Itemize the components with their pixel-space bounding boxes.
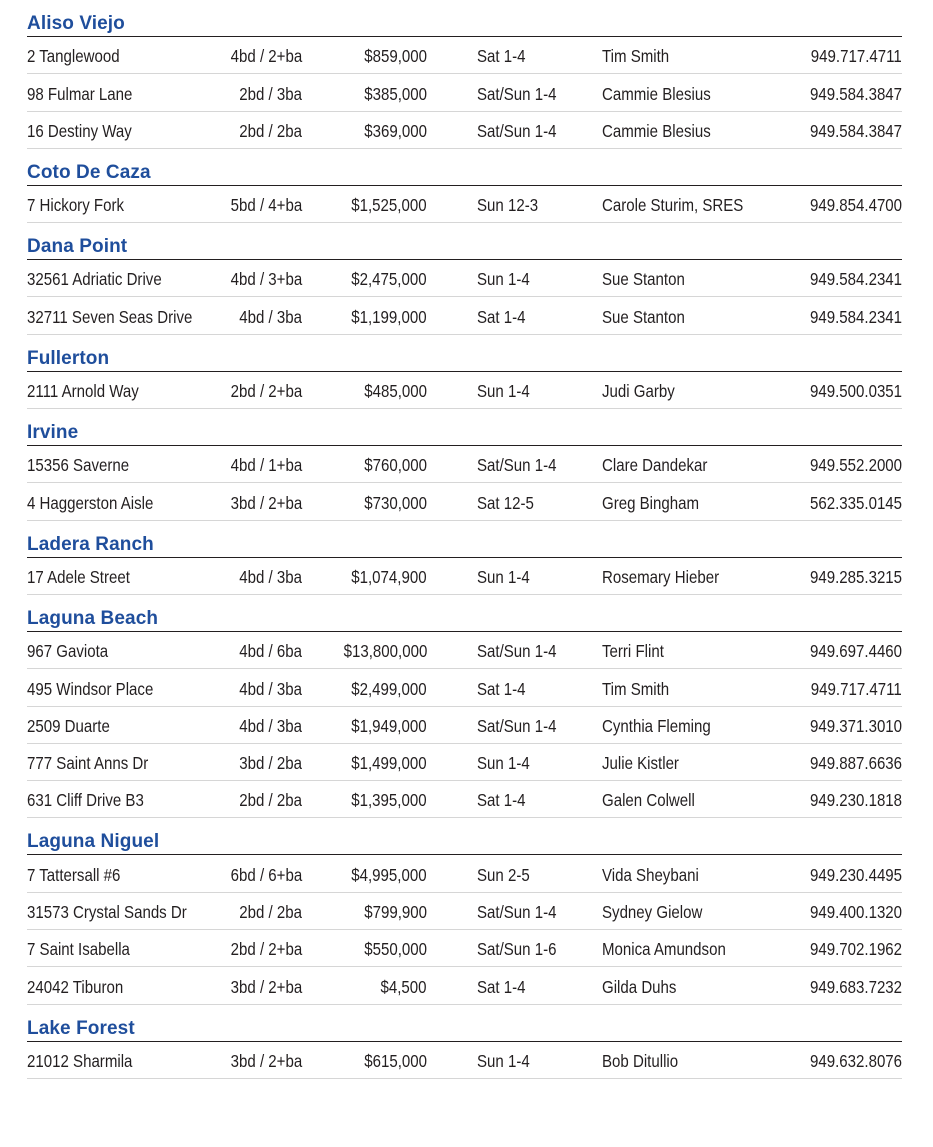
listing-agent: Vida Sheybani (602, 864, 699, 885)
listing-agent: Greg Bingham (602, 492, 700, 513)
listing-address: 777 Saint Anns Dr (27, 753, 149, 774)
city-header (27, 409, 902, 446)
listing-price: $1,074,900 (351, 566, 427, 587)
listing-address: 7 Saint Isabella (27, 939, 130, 960)
listing-address: 7 Hickory Fork (27, 195, 125, 216)
listing-row (27, 446, 902, 483)
listing-price: $799,900 (364, 902, 427, 923)
listing-open-house-time: Sun 2-5 (477, 864, 530, 885)
listing-agent: Sue Stanton (602, 306, 685, 327)
listing-address: 967 Gaviota (27, 641, 109, 662)
listing-open-house-time: Sun 1-4 (477, 753, 530, 774)
listing-open-house-time: Sat 1-4 (477, 790, 526, 811)
city-name: Fullerton (27, 347, 110, 369)
listing-open-house-time: Sat 1-4 (477, 306, 526, 327)
listing-price: $4,995,000 (351, 864, 427, 885)
listing-rows (27, 1042, 902, 1079)
listing-rows (27, 186, 902, 223)
listing-row (27, 707, 902, 744)
listing-open-house-time: Sun 1-4 (477, 269, 530, 290)
listing-address: 24042 Tiburon (27, 976, 124, 997)
city-name: Aliso Viejo (27, 13, 125, 34)
city-header (27, 1005, 902, 1042)
city-section (27, 409, 902, 521)
listing-price: $13,800,000 (343, 641, 427, 662)
listing-row (27, 967, 902, 1004)
listing-beds-baths: 2bd / 2ba (239, 790, 302, 811)
listing-beds-baths: 4bd / 3ba (239, 566, 302, 587)
listing-agent: Tim Smith (602, 678, 670, 699)
listing-row (27, 558, 902, 595)
listing-open-house-time: Sat 1-4 (477, 46, 526, 67)
listing-beds-baths: 3bd / 2+ba (230, 1050, 302, 1071)
listing-address: 495 Windsor Place (27, 678, 154, 699)
listing-row (27, 744, 902, 781)
listing-beds-baths: 4bd / 3ba (239, 715, 302, 736)
listing-agent: Cammie Blesius (602, 120, 711, 141)
listing-agent: Rosemary Hieber (602, 566, 720, 587)
listing-open-house-time: Sat/Sun 1-4 (477, 902, 557, 923)
listing-address: 32561 Adriatic Drive (27, 269, 162, 290)
listing-beds-baths: 6bd / 6+ba (230, 864, 302, 885)
listing-beds-baths: 5bd / 4+ba (230, 195, 302, 216)
listing-address: 16 Destiny Way (27, 120, 132, 141)
listing-phone: 949.230.4495 (809, 864, 902, 885)
listing-phone: 949.230.1818 (809, 790, 902, 811)
listing-open-house-time: Sun 1-4 (477, 566, 530, 587)
city-section (27, 0, 902, 149)
city-header (27, 521, 902, 558)
listing-phone: 949.717.4711 (811, 678, 902, 699)
listing-phone: 949.584.2341 (809, 269, 902, 290)
listing-agent: Judi Garby (602, 381, 675, 402)
listing-row (27, 893, 902, 930)
listing-open-house-time: Sat 1-4 (477, 678, 526, 699)
listing-row (27, 260, 902, 297)
listing-beds-baths: 4bd / 3ba (239, 678, 302, 699)
listing-beds-baths: 3bd / 2+ba (230, 976, 302, 997)
city-section (27, 149, 902, 223)
listing-price: $615,000 (364, 1050, 427, 1071)
city-name: Coto De Caza (27, 161, 151, 183)
listing-beds-baths: 2bd / 2+ba (230, 939, 302, 960)
city-header (27, 223, 902, 260)
listing-address: 631 Cliff Drive B3 (27, 790, 144, 811)
city-section (27, 335, 902, 409)
listing-price: $369,000 (364, 120, 427, 141)
listing-open-house-time: Sat/Sun 1-4 (477, 641, 557, 662)
listing-price: $760,000 (364, 455, 427, 476)
city-name: Lake Forest (27, 1017, 135, 1039)
listing-address: 2 Tanglewood (27, 46, 120, 67)
listing-address: 15356 Saverne (27, 455, 130, 476)
listing-open-house-time: Sat/Sun 1-4 (477, 455, 557, 476)
listing-phone: 949.584.3847 (809, 83, 902, 104)
city-section (27, 521, 902, 595)
listing-address: 4 Haggerston Aisle (27, 492, 154, 513)
listing-price: $2,475,000 (351, 269, 427, 290)
city-name: Laguna Niguel (27, 831, 160, 853)
listing-open-house-time: Sat/Sun 1-4 (477, 715, 557, 736)
listing-open-house-time: Sun 12-3 (477, 195, 539, 216)
listing-phone: 949.285.3215 (809, 566, 902, 587)
city-header (27, 595, 902, 632)
listing-open-house-time: Sun 1-4 (477, 1050, 530, 1071)
listing-beds-baths: 2bd / 2+ba (230, 381, 302, 402)
listing-agent: Sue Stanton (602, 269, 685, 290)
listing-rows (27, 855, 902, 1004)
listing-open-house-time: Sat 1-4 (477, 976, 526, 997)
listing-price: $485,000 (364, 381, 427, 402)
listing-phone: 949.683.7232 (809, 976, 902, 997)
listing-price: $550,000 (364, 939, 427, 960)
listing-rows (27, 37, 902, 149)
listing-beds-baths: 4bd / 3ba (239, 306, 302, 327)
listing-phone: 562.335.0145 (809, 492, 902, 513)
listing-price: $1,949,000 (351, 715, 427, 736)
listing-phone: 949.887.6636 (809, 753, 902, 774)
listing-phone: 949.552.2000 (809, 455, 902, 476)
listing-row (27, 372, 902, 409)
listing-rows (27, 558, 902, 595)
listing-beds-baths: 4bd / 3+ba (230, 269, 302, 290)
city-header (27, 335, 902, 372)
listing-phone: 949.584.3847 (809, 120, 902, 141)
listing-rows (27, 372, 902, 409)
listing-open-house-time: Sat/Sun 1-4 (477, 120, 557, 141)
listing-row (27, 1042, 902, 1079)
listing-beds-baths: 4bd / 6ba (239, 641, 302, 662)
listing-beds-baths: 3bd / 2ba (239, 753, 302, 774)
listing-address: 2509 Duarte (27, 715, 110, 736)
listing-phone: 949.697.4460 (809, 641, 902, 662)
open-house-listings (27, 0, 902, 1079)
listing-price: $730,000 (364, 492, 427, 513)
listing-agent: Sydney Gielow (602, 902, 703, 923)
listing-beds-baths: 3bd / 2+ba (230, 492, 302, 513)
listing-row (27, 186, 902, 223)
listing-open-house-time: Sun 1-4 (477, 381, 530, 402)
listing-agent: Bob Ditullio (602, 1050, 679, 1071)
listing-row (27, 74, 902, 111)
listing-phone: 949.500.0351 (809, 381, 902, 402)
listing-agent: Clare Dandekar (602, 455, 708, 476)
listing-open-house-time: Sat 12-5 (477, 492, 534, 513)
listing-address: 17 Adele Street (27, 566, 130, 587)
listing-phone: 949.400.1320 (809, 902, 902, 923)
listing-agent: Galen Colwell (602, 790, 695, 811)
listing-price: $2,499,000 (351, 678, 427, 699)
city-name: Ladera Ranch (27, 533, 154, 555)
listing-row (27, 483, 902, 520)
city-header (27, 818, 902, 855)
listing-agent: Terri Flint (602, 641, 664, 662)
listing-address: 32711 Seven Seas Drive (27, 306, 193, 327)
city-header (27, 0, 902, 37)
listing-phone: 949.702.1962 (809, 939, 902, 960)
city-section (27, 595, 902, 818)
city-section (27, 818, 902, 1004)
listing-address: 7 Tattersall #6 (27, 864, 121, 885)
listing-row (27, 930, 902, 967)
listing-agent: Cynthia Fleming (602, 715, 711, 736)
listing-agent: Julie Kistler (602, 753, 679, 774)
listing-row (27, 855, 902, 892)
listing-agent: Tim Smith (602, 46, 670, 67)
listing-beds-baths: 2bd / 3ba (239, 83, 302, 104)
listing-price: $1,525,000 (351, 195, 427, 216)
listing-phone: 949.854.4700 (809, 195, 902, 216)
listing-open-house-time: Sat/Sun 1-6 (477, 939, 557, 960)
listing-phone: 949.584.2341 (809, 306, 902, 327)
listing-address: 21012 Sharmila (27, 1050, 133, 1071)
listing-rows (27, 260, 902, 335)
listing-address: 2111 Arnold Way (27, 381, 139, 402)
listing-agent: Cammie Blesius (602, 83, 711, 104)
listing-address: 98 Fulmar Lane (27, 83, 133, 104)
listing-rows (27, 632, 902, 818)
listing-address: 31573 Crystal Sands Dr (27, 902, 187, 923)
listing-beds-baths: 4bd / 1+ba (230, 455, 302, 476)
listing-agent: Carole Sturim, SRES (602, 195, 744, 216)
listing-phone: 949.632.8076 (809, 1050, 902, 1071)
listing-price: $4,500 (380, 976, 427, 997)
listing-rows (27, 446, 902, 521)
listing-row (27, 669, 902, 706)
listing-row (27, 297, 902, 334)
listing-open-house-time: Sat/Sun 1-4 (477, 83, 557, 104)
listing-phone: 949.371.3010 (809, 715, 902, 736)
city-section (27, 223, 902, 335)
listing-agent: Monica Amundson (602, 939, 726, 960)
city-header (27, 149, 902, 186)
listing-price: $1,499,000 (351, 753, 427, 774)
listing-beds-baths: 2bd / 2ba (239, 902, 302, 923)
listing-row (27, 632, 902, 669)
listing-price: $1,395,000 (351, 790, 427, 811)
city-name: Dana Point (27, 236, 128, 258)
city-section (27, 1005, 902, 1079)
listing-row (27, 37, 902, 74)
listing-row (27, 781, 902, 818)
listing-price: $1,199,000 (351, 306, 427, 327)
listing-price: $385,000 (364, 83, 427, 104)
listing-agent: Gilda Duhs (602, 976, 677, 997)
listing-beds-baths: 2bd / 2ba (239, 120, 302, 141)
listing-row (27, 112, 902, 149)
listing-price: $859,000 (364, 46, 427, 67)
city-name: Laguna Beach (27, 607, 159, 629)
listing-beds-baths: 4bd / 2+ba (230, 46, 302, 67)
city-name: Irvine (27, 422, 79, 444)
listing-phone: 949.717.4711 (811, 46, 902, 67)
